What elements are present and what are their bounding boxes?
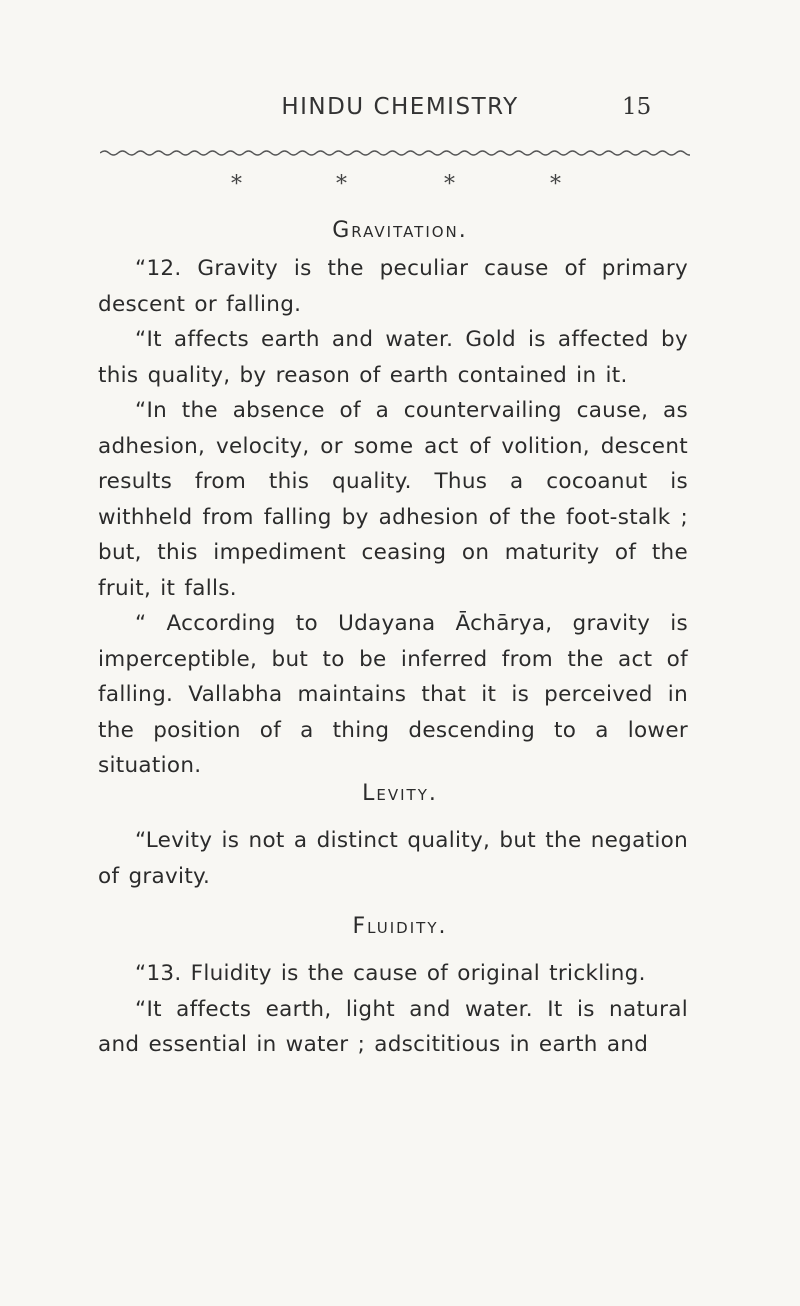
running-head (0, 94, 800, 130)
asterisk-3: * (444, 172, 455, 197)
paragraph: “12. Gravity is the peculiar cause of primary descent or falling. (98, 256, 688, 317)
fluidity-text (98, 956, 688, 1063)
paragraph: “It affects earth and water. Gold is affected by this quality, by reason of earth contained in it. (98, 327, 688, 388)
running-title: HINDU CHEMISTRY (281, 94, 519, 120)
asterisk-1: * (231, 172, 242, 197)
heading-levity: Levity. (362, 781, 438, 806)
paragraph: “It affects earth, light and water. It is natural and essential in water ; adscititious in earth and (98, 996, 688, 1057)
paragraph: “ According to Udayana Āchārya, gravity is imperceptible, but to be inferred from the act of falling. Vallabha maintains that it is perceived in the position of a thing descending to a lower situation. (98, 611, 688, 778)
asterisk-separator (0, 172, 800, 202)
heading-fluidity: Fluidity. (352, 914, 448, 939)
wavy-rule-divider (100, 146, 690, 160)
paragraph: “Levity is not a distinct quality, but the negation of gravity. (98, 828, 688, 889)
page-number: 15 (622, 94, 652, 120)
levity-text (98, 823, 688, 894)
asterisk-4: * (550, 172, 561, 197)
paragraph: “13. Fluidity is the cause of original trickling. (135, 961, 646, 986)
paragraph: “In the absence of a countervailing cause, as adhesion, velocity, or some act of volition, descent results from this quality. Thus a cocoanut is withheld from falling by adhesion of the foot-stalk ; but, this impediment ceasing on maturity of the fruit, it falls. (98, 398, 688, 601)
heading-gravitation: Gravitation. (332, 218, 468, 243)
asterisk-2: * (336, 172, 347, 197)
gravitation-text (98, 251, 688, 784)
